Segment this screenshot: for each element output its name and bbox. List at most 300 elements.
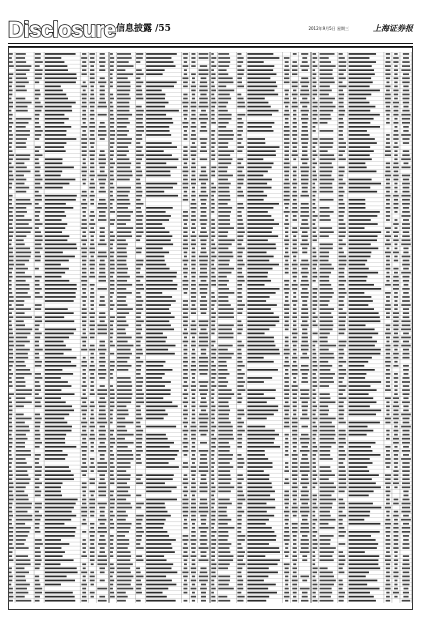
table-cell-glyphs xyxy=(349,73,375,75)
table-cell-glyphs xyxy=(45,551,65,553)
table-cell-glyphs xyxy=(136,535,142,537)
table-cell-glyphs xyxy=(218,377,226,379)
table-cell-glyphs xyxy=(339,507,345,509)
table-cell-glyphs xyxy=(285,555,288,557)
table-cell-glyphs xyxy=(302,150,307,152)
table-cell-glyphs xyxy=(320,118,332,120)
table-cell-glyphs xyxy=(349,171,377,173)
table-cell-glyphs xyxy=(99,304,106,306)
table-cell-glyphs xyxy=(386,450,390,452)
table-cell-glyphs xyxy=(99,312,105,314)
table-cell-glyphs xyxy=(320,252,330,254)
table-cell-glyphs xyxy=(192,563,196,565)
table-cell-glyphs xyxy=(386,231,390,233)
table-cell-glyphs xyxy=(35,414,40,416)
table-cell-glyphs xyxy=(146,146,177,148)
table-cell-glyphs xyxy=(117,203,130,205)
table-cell-glyphs xyxy=(349,572,369,574)
table-cell-glyphs xyxy=(386,53,390,55)
table-cell-glyphs xyxy=(146,523,164,525)
table-cell-glyphs xyxy=(284,102,290,104)
table-cell-glyphs xyxy=(90,418,94,420)
table-cell-glyphs xyxy=(284,539,290,541)
table-cell-glyphs xyxy=(313,438,316,440)
table-cell-glyphs xyxy=(313,377,317,379)
table-cell-glyphs xyxy=(110,175,114,177)
table-cell-glyphs xyxy=(402,381,410,383)
table-cell-glyphs xyxy=(192,414,195,416)
table-cell-glyphs xyxy=(16,272,25,274)
table-cell-glyphs xyxy=(9,430,13,432)
table-cell-glyphs xyxy=(110,507,114,509)
table-cell-glyphs xyxy=(110,110,113,112)
table-cell-glyphs xyxy=(349,576,366,578)
table-cell-glyphs xyxy=(100,138,105,140)
table-cell-glyphs xyxy=(81,142,87,144)
table-cell-glyphs xyxy=(393,418,399,420)
table-cell-glyphs xyxy=(320,304,329,306)
table-cell-glyphs xyxy=(45,337,69,339)
table-cell-glyphs xyxy=(285,503,289,505)
table-cell-glyphs xyxy=(110,183,113,185)
table-cell-glyphs xyxy=(82,596,86,598)
table-cell-glyphs xyxy=(9,584,11,586)
table-cell-glyphs xyxy=(218,268,234,270)
table-cell-glyphs xyxy=(349,243,371,245)
table-cell-glyphs xyxy=(403,410,409,412)
table-cell-glyphs xyxy=(386,329,390,331)
table-cell-glyphs xyxy=(237,478,243,480)
table-cell-glyphs xyxy=(349,507,382,509)
table-cell-glyphs xyxy=(218,227,234,229)
table-cell-glyphs xyxy=(302,555,307,557)
table-cell-glyphs xyxy=(301,272,309,274)
table-cell-glyphs xyxy=(192,584,195,586)
table-cell-glyphs xyxy=(218,61,230,63)
table-cell-glyphs xyxy=(183,308,189,310)
table-cell-glyphs xyxy=(313,454,317,456)
table-cell-glyphs xyxy=(349,531,380,533)
table-cell-glyphs xyxy=(45,401,66,403)
table-cell-glyphs xyxy=(211,527,214,529)
table-cell-glyphs xyxy=(9,333,13,335)
table-cell-glyphs xyxy=(184,345,188,347)
table-cell-glyphs xyxy=(9,207,14,209)
table-cell-glyphs xyxy=(110,539,113,541)
table-cell-glyphs xyxy=(192,592,195,594)
table-cell-glyphs xyxy=(394,454,398,456)
table-cell-glyphs xyxy=(237,389,245,391)
table-cell-glyphs xyxy=(16,324,25,326)
table-cell-glyphs xyxy=(320,179,335,181)
table-cell-glyphs xyxy=(320,316,333,318)
table-cell-glyphs xyxy=(300,543,308,545)
table-cell-glyphs xyxy=(285,248,288,250)
table-cell-glyphs xyxy=(402,503,411,505)
table-cell-glyphs xyxy=(97,531,107,533)
table-cell-glyphs xyxy=(293,349,297,351)
table-cell-glyphs xyxy=(385,292,391,294)
table-cell-glyphs xyxy=(218,235,227,237)
table-cell-glyphs xyxy=(201,146,206,148)
table-cell-glyphs xyxy=(349,539,376,541)
table-cell-glyphs xyxy=(218,114,231,116)
table-cell-glyphs xyxy=(90,77,95,79)
table-cell-glyphs xyxy=(183,446,187,448)
table-cell-glyphs xyxy=(16,499,29,501)
table-cell-glyphs xyxy=(82,94,87,96)
table-cell-glyphs xyxy=(237,414,244,416)
table-cell-glyphs xyxy=(98,81,106,83)
table-cell-glyphs xyxy=(285,567,289,569)
table-cell-glyphs xyxy=(218,373,229,375)
table-cell-glyphs xyxy=(90,268,95,270)
table-cell-glyphs xyxy=(82,580,86,582)
table-cell-glyphs xyxy=(9,381,12,383)
table-cell-glyphs xyxy=(292,300,297,302)
table-cell-glyphs xyxy=(183,195,187,197)
table-cell-glyphs xyxy=(35,183,40,185)
table-cell-glyphs xyxy=(110,53,113,55)
table-cell-glyphs xyxy=(339,167,345,169)
table-cell-glyphs xyxy=(386,256,390,258)
table-cell-glyphs xyxy=(403,292,409,294)
table-cell-glyphs xyxy=(110,454,114,456)
table-cell-glyphs xyxy=(199,118,208,120)
table-cell-glyphs xyxy=(191,211,195,213)
table-cell-glyphs xyxy=(16,280,26,282)
table-cell-glyphs xyxy=(292,466,298,468)
table-cell-glyphs xyxy=(385,243,391,245)
table-cell-glyphs xyxy=(385,154,391,156)
table-cell-glyphs xyxy=(394,539,399,541)
table-cell-glyphs xyxy=(82,345,85,347)
table-cell-glyphs xyxy=(218,369,227,371)
table-cell-glyphs xyxy=(146,94,165,96)
table-cell-glyphs xyxy=(349,312,379,314)
table-cell-glyphs xyxy=(83,576,86,578)
table-cell-glyphs xyxy=(9,90,13,92)
table-cell-glyphs xyxy=(284,150,289,152)
table-cell-glyphs xyxy=(16,353,28,355)
table-cell-glyphs xyxy=(191,138,197,140)
table-cell-glyphs xyxy=(349,90,380,92)
table-cell-glyphs xyxy=(45,292,76,294)
table-cell-glyphs xyxy=(98,243,107,245)
table-cell-glyphs xyxy=(218,349,227,351)
table-cell-glyphs xyxy=(349,515,370,517)
table-cell-glyphs xyxy=(320,227,333,229)
table-cell-glyphs xyxy=(300,264,309,266)
table-cell-glyphs xyxy=(9,588,13,590)
table-cell-glyphs xyxy=(349,324,366,326)
table-cell-glyphs xyxy=(394,559,398,561)
table-cell-glyphs xyxy=(184,563,187,565)
table-cell-glyphs xyxy=(146,243,173,245)
table-cell-glyphs xyxy=(191,296,196,298)
table-cell-glyphs xyxy=(403,523,409,525)
table-cell-glyphs xyxy=(218,486,234,488)
table-cell-glyphs xyxy=(136,584,142,586)
table-cell-glyphs xyxy=(136,167,141,169)
table-cell-glyphs xyxy=(302,191,308,193)
table-cell-glyphs xyxy=(386,239,390,241)
table-cell-glyphs xyxy=(237,401,241,403)
table-cell-glyphs xyxy=(320,219,331,221)
table-cell-glyphs xyxy=(192,191,196,193)
table-cell-glyphs xyxy=(191,482,196,484)
table-cell-glyphs xyxy=(403,491,408,493)
table-cell-glyphs xyxy=(91,288,94,290)
table-cell-glyphs xyxy=(393,397,399,399)
table-cell-glyphs xyxy=(183,422,188,424)
table-cell-glyphs xyxy=(211,393,214,395)
table-cell-glyphs xyxy=(9,410,13,412)
table-cell-glyphs xyxy=(404,588,409,590)
table-cell-glyphs xyxy=(190,539,196,541)
table-cell-glyphs xyxy=(386,353,390,355)
table-cell-glyphs xyxy=(320,369,331,371)
table-cell-glyphs xyxy=(293,320,296,322)
table-cell-glyphs xyxy=(284,223,289,225)
table-cell-glyphs xyxy=(146,519,166,521)
table-cell-glyphs xyxy=(247,288,279,290)
table-cell-glyphs xyxy=(349,361,369,363)
table-cell-glyphs xyxy=(403,102,409,104)
table-cell-glyphs xyxy=(237,393,241,395)
table-cell-glyphs xyxy=(146,195,178,197)
table-cell-glyphs xyxy=(394,434,398,436)
table-cell-glyphs xyxy=(386,377,390,379)
table-cell-glyphs xyxy=(386,600,390,602)
table-cell-glyphs xyxy=(35,61,43,63)
table-cell-glyphs xyxy=(292,474,298,476)
table-cell-glyphs xyxy=(191,580,196,582)
table-cell-glyphs xyxy=(16,341,30,343)
table-cell-glyphs xyxy=(191,438,196,440)
table-cell-glyphs xyxy=(83,495,86,497)
table-cell-glyphs xyxy=(35,478,39,480)
table-cell-glyphs xyxy=(81,584,86,586)
table-cell-glyphs xyxy=(285,576,288,578)
table-cell-glyphs xyxy=(16,349,30,351)
table-cell-glyphs xyxy=(136,73,144,75)
table-cell-glyphs xyxy=(385,175,391,177)
table-cell-glyphs xyxy=(211,410,215,412)
table-cell-glyphs xyxy=(284,397,289,399)
table-cell-glyphs xyxy=(45,195,77,197)
table-cell-glyphs xyxy=(82,588,86,590)
table-cell-glyphs xyxy=(35,284,40,286)
table-cell-glyphs xyxy=(16,162,25,164)
table-cell-glyphs xyxy=(218,563,229,565)
table-cell-glyphs xyxy=(247,337,274,339)
table-cell-glyphs xyxy=(211,324,215,326)
table-cell-glyphs xyxy=(117,110,129,112)
table-cell-glyphs xyxy=(110,304,114,306)
table-cell-glyphs xyxy=(89,223,95,225)
table-cell-glyphs xyxy=(35,474,42,476)
table-cell-glyphs xyxy=(349,179,372,181)
table-cell-glyphs xyxy=(402,430,409,432)
table-cell-glyphs xyxy=(393,316,399,318)
table-cell-glyphs xyxy=(99,410,105,412)
table-cell-glyphs xyxy=(247,102,268,104)
table-cell-glyphs xyxy=(302,304,307,306)
table-cell-glyphs xyxy=(200,499,207,501)
table-cell-glyphs xyxy=(218,397,231,399)
table-cell-glyphs xyxy=(182,539,188,541)
table-cell-glyphs xyxy=(237,118,241,120)
table-cell-glyphs xyxy=(320,507,332,509)
table-cell-glyphs xyxy=(211,171,215,173)
table-cell-glyphs xyxy=(385,588,390,590)
table-cell-glyphs xyxy=(300,450,310,452)
table-cell-glyphs xyxy=(339,438,346,440)
table-cell-glyphs xyxy=(100,77,105,79)
table-cell-glyphs xyxy=(9,227,13,229)
table-cell-glyphs xyxy=(146,478,173,480)
table-cell-glyphs xyxy=(90,227,94,229)
table-cell-glyphs xyxy=(285,478,289,480)
table-cell-glyphs xyxy=(9,482,13,484)
table-cell-glyphs xyxy=(349,235,378,237)
table-cell-glyphs xyxy=(110,223,114,225)
table-cell-glyphs xyxy=(401,414,411,416)
table-cell-glyphs xyxy=(218,312,233,314)
table-cell-glyphs xyxy=(218,292,234,294)
table-cell-glyphs xyxy=(146,438,168,440)
table-cell-glyphs xyxy=(285,381,289,383)
table-cell-glyphs xyxy=(35,430,40,432)
table-cell-glyphs xyxy=(211,272,214,274)
table-cell-glyphs xyxy=(284,527,289,529)
table-cell-glyphs xyxy=(237,219,242,221)
table-cell-glyphs xyxy=(16,61,26,63)
table-cell-glyphs xyxy=(339,69,346,71)
table-cell-glyphs xyxy=(9,195,13,197)
table-cell-glyphs xyxy=(218,223,230,225)
table-cell-glyphs xyxy=(191,345,196,347)
table-cell-glyphs xyxy=(237,365,244,367)
table-cell-glyphs xyxy=(191,288,196,290)
table-cell-glyphs xyxy=(192,393,195,395)
table-cell-glyphs xyxy=(386,337,390,339)
table-cell-glyphs xyxy=(110,446,113,448)
table-cell-glyphs xyxy=(285,466,288,468)
table-cell-glyphs xyxy=(136,454,141,456)
table-cell-glyphs xyxy=(393,438,399,440)
table-cell-glyphs xyxy=(90,434,95,436)
table-cell-glyphs xyxy=(300,418,309,420)
table-cell-glyphs xyxy=(302,474,308,476)
table-cell-glyphs xyxy=(403,446,409,448)
table-cell-glyphs xyxy=(211,183,213,185)
table-cell-glyphs xyxy=(82,61,86,63)
table-cell-glyphs xyxy=(110,268,115,270)
table-cell-glyphs xyxy=(45,543,69,545)
table-cell-glyphs xyxy=(218,73,228,75)
table-cell-glyphs xyxy=(339,422,346,424)
table-cell-glyphs xyxy=(146,175,171,177)
table-cell-glyphs xyxy=(300,369,309,371)
table-cell-glyphs xyxy=(183,243,188,245)
table-cell-glyphs xyxy=(284,572,289,574)
table-cell-glyphs xyxy=(35,543,43,545)
table-cell-glyphs xyxy=(349,264,366,266)
table-cell-glyphs xyxy=(401,304,410,306)
table-cell-glyphs xyxy=(394,511,398,513)
table-cell-glyphs xyxy=(82,341,86,343)
table-cell-glyphs xyxy=(285,345,289,347)
table-cell-glyphs xyxy=(90,316,95,318)
table-cell-glyphs xyxy=(89,231,95,233)
table-cell-glyphs xyxy=(90,405,95,407)
table-cell-glyphs xyxy=(211,199,214,201)
table-cell-glyphs xyxy=(386,430,390,432)
table-cell-glyphs xyxy=(191,280,195,282)
table-cell-glyphs xyxy=(9,401,12,403)
table-cell-glyphs xyxy=(247,53,273,55)
table-cell-glyphs xyxy=(45,94,66,96)
table-cell-glyphs xyxy=(146,434,166,436)
table-cell-glyphs xyxy=(182,503,188,505)
table-cell-glyphs xyxy=(199,418,209,420)
table-cell-glyphs xyxy=(110,235,115,237)
table-cell-glyphs xyxy=(184,264,187,266)
table-cell-glyphs xyxy=(146,284,177,286)
table-cell-glyphs xyxy=(82,154,87,156)
table-cell-glyphs xyxy=(183,86,188,88)
table-cell-glyphs xyxy=(293,304,296,306)
table-cell-glyphs xyxy=(91,563,94,565)
table-cell-glyphs xyxy=(110,114,113,116)
table-cell-glyphs xyxy=(313,547,318,549)
table-cell-glyphs xyxy=(339,414,344,416)
table-cell-glyphs xyxy=(45,442,65,444)
table-cell-glyphs xyxy=(385,523,391,525)
table-cell-glyphs xyxy=(385,171,390,173)
table-cell-glyphs xyxy=(292,507,298,509)
table-cell-glyphs xyxy=(184,567,188,569)
table-cell-glyphs xyxy=(284,77,289,79)
table-cell-glyphs xyxy=(35,179,43,181)
table-cell-glyphs xyxy=(403,333,409,335)
table-cell-glyphs xyxy=(117,223,126,225)
table-cell-glyphs xyxy=(218,333,233,335)
table-cell-glyphs xyxy=(9,592,13,594)
table-cell-glyphs xyxy=(136,106,142,108)
table-cell-glyphs xyxy=(237,353,241,355)
table-cell-glyphs xyxy=(45,231,62,233)
table-cell-glyphs xyxy=(285,401,289,403)
table-cell-glyphs xyxy=(339,555,345,557)
table-cell-glyphs xyxy=(292,430,297,432)
table-cell-glyphs xyxy=(183,482,189,484)
table-cell-glyphs xyxy=(16,320,24,322)
table-cell-glyphs xyxy=(110,94,113,96)
table-cell-glyphs xyxy=(9,503,13,505)
table-cell-glyphs xyxy=(385,478,390,480)
table-cell-glyphs xyxy=(184,434,188,436)
table-cell-glyphs xyxy=(146,187,173,189)
table-cell-glyphs xyxy=(402,576,409,578)
table-cell-glyphs xyxy=(146,53,177,55)
table-cell-glyphs xyxy=(285,588,289,590)
table-cell-glyphs xyxy=(117,304,127,306)
table-cell-glyphs xyxy=(35,280,40,282)
table-cell-glyphs xyxy=(146,584,176,586)
